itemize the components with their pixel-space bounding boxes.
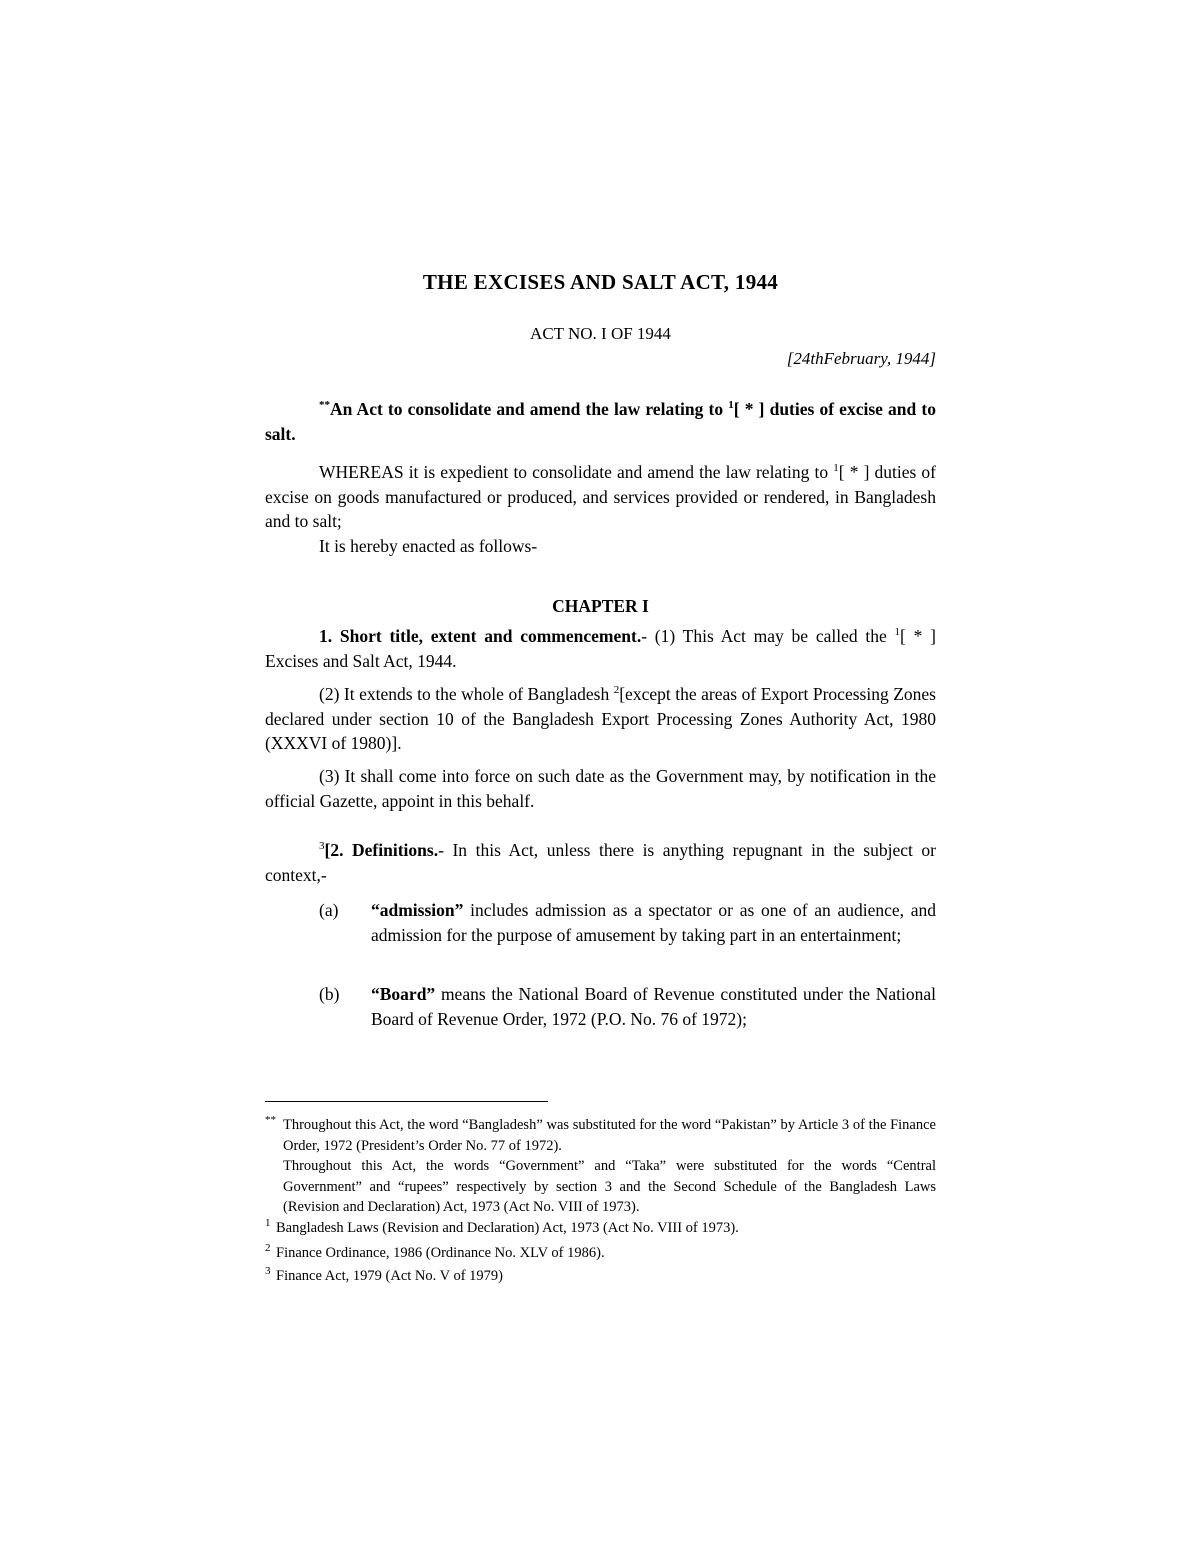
definition-term: “Board” — [371, 984, 436, 1004]
definition-text — [371, 982, 936, 1031]
section-1-text-b: [ * ] Excises and Salt Act, 1944. — [265, 626, 936, 671]
act-date: [24thFebruary, 1944] — [786, 349, 936, 368]
section-2-text: - In this Act, unless there is anything repugnant in the subject or context,- — [265, 840, 937, 885]
footnote-mark: 3 — [265, 1265, 271, 1278]
footnote-ref: 1 — [728, 399, 734, 412]
footnote-divider — [265, 1101, 548, 1102]
section-2-heading: [2. Definitions. — [324, 840, 439, 860]
footnote-text: Throughout this Act, the word “Bangladesh” was substituted for the word “Pakistan” by Article 3 of the Finance Order, 1972 (President’s Order No. 77 of 1972). — [283, 1117, 936, 1154]
chapter-heading: CHAPTER I — [552, 596, 649, 616]
footnote-ref: 1 — [894, 626, 901, 639]
footnote-text: Finance Ordinance, 1986 (Ordinance No. XLV of 1986). — [276, 1245, 605, 1261]
footnote — [265, 1156, 936, 1218]
long-title-text-b: [ * ] duties of excise and to salt. — [265, 399, 936, 444]
definition-term: “admission” — [371, 900, 464, 920]
section-1-heading: 1. Short title, extent and commencement. — [319, 626, 642, 646]
section-2 — [265, 838, 936, 887]
footnote-ref: 1 — [833, 462, 839, 475]
preamble — [265, 460, 936, 534]
footnote-text: Bangladesh Laws (Revision and Declaration) Act, 1973 (Act No. VIII of 1973). — [276, 1220, 739, 1236]
footnote-ref: 2 — [613, 684, 620, 697]
preamble-text-b: [ * ] duties of excise on goods manufactured or produced, and services provided or rendered, in Bangladesh and to salt; — [265, 462, 936, 531]
definition-text — [371, 898, 936, 947]
section-1-text-a: - (1) This Act may be called the — [641, 626, 895, 646]
section-1-sub-3: (3) It shall come into force on such date as the Government may, by notification in the official Gazette, appoint in this behalf. — [265, 766, 936, 811]
definition-label: (b) — [319, 984, 340, 1004]
long-title-text-a: An Act to consolidate and amend the law relating to — [330, 399, 729, 419]
definition-body: includes admission as a spectator or as one of an audience, and admission for the purpose of amusement by taking part in an entertainment; — [371, 900, 936, 945]
act-number: ACT NO. I OF 1944 — [530, 324, 671, 343]
section-1 — [265, 624, 936, 673]
footnote — [265, 1243, 936, 1264]
definition-body: means the National Board of Revenue constituted under the National Board of Revenue Order, 1972 (P.O. No. 76 of 1972); — [371, 984, 936, 1029]
definition-label: (a) — [319, 900, 339, 920]
long-title — [265, 397, 936, 446]
footnote — [265, 1115, 936, 1156]
footnote — [265, 1266, 936, 1287]
footnote-mark: 2 — [265, 1242, 271, 1255]
enacting-clause: It is hereby enacted as follows- — [319, 536, 538, 556]
act-title: THE EXCISES AND SALT ACT, 1944 — [422, 270, 779, 294]
section-1-sub-2-text-a: (2) It extends to the whole of Bangladesh — [319, 684, 614, 704]
section-1-sub-2-text-b: [except the areas of Export Processing Zones declared under section 10 of the Bangladesh Export Processing Zones Authority Act, 1980 (XXXVI of 1980)]. — [265, 684, 936, 753]
footnote-ref: 3 — [319, 840, 325, 853]
footnote-text: Throughout this Act, the words “Government” and “Taka” were substituted for the words “Central Government” and “rupees” respectively by section 3 and the Second Schedule of the Bangladesh Laws (Revision and Declaration) Act, 1973 (Act No. VIII of 1973). — [283, 1158, 936, 1215]
footnote-text: Finance Act, 1979 (Act No. V of 1979) — [276, 1268, 504, 1284]
section-1-sub-2 — [265, 682, 936, 756]
footnote-mark: ** — [265, 1114, 276, 1127]
footnote-ref-double-star: ** — [319, 399, 330, 412]
preamble-text-a: WHEREAS it is expedient to consolidate and amend the law relating to — [319, 462, 834, 482]
footnote-mark: 1 — [265, 1217, 271, 1230]
footnote — [265, 1218, 936, 1239]
